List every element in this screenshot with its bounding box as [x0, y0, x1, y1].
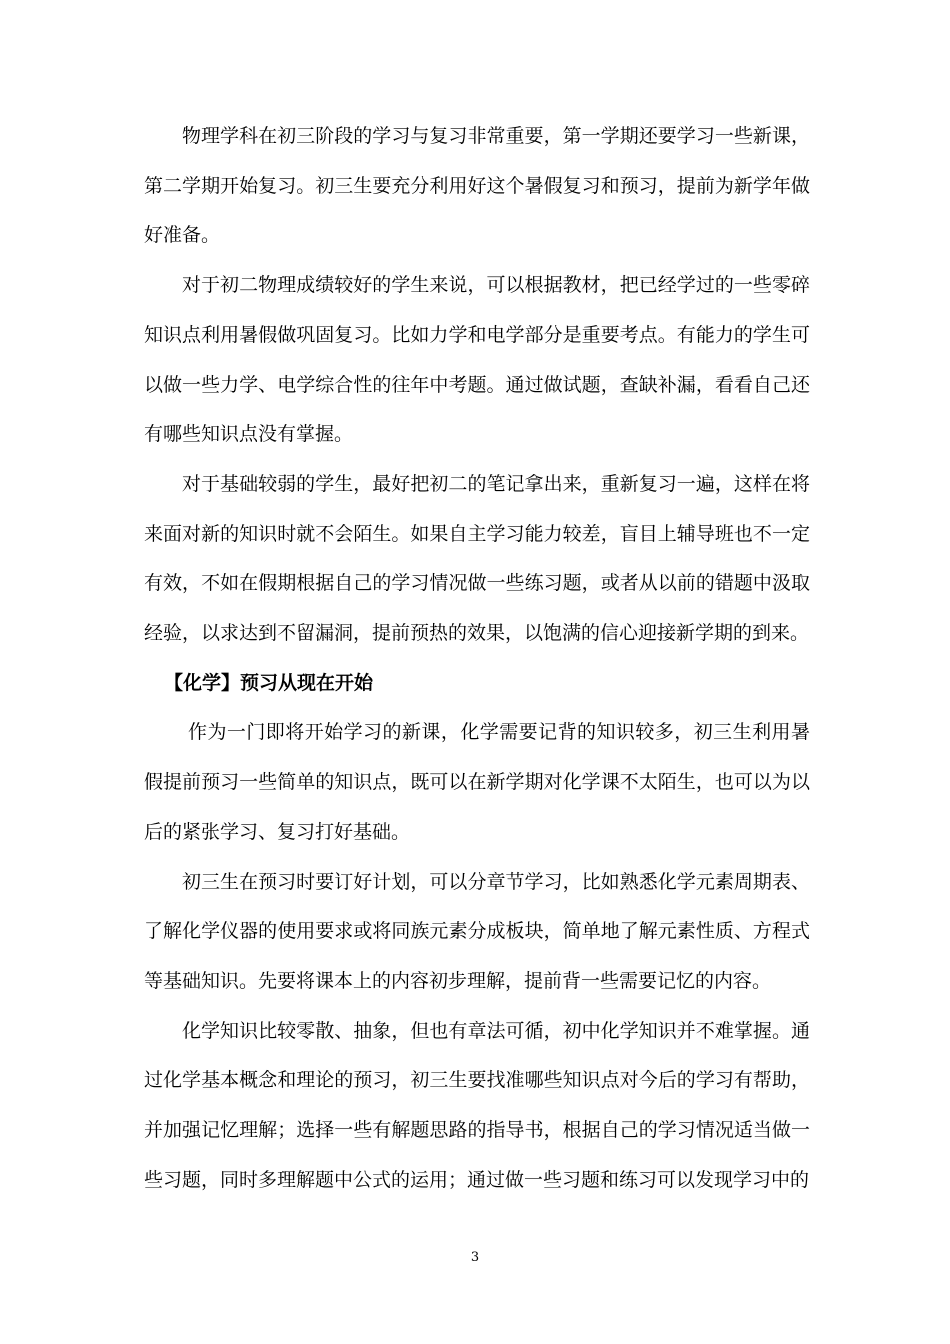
page-number: 3	[470, 1250, 480, 1265]
paragraph-physics-weak-students: 对于基础较弱的学生，最好把初二的笔记拿出来，重新复习一遍，这样在将来面对新的知识时就不会陌生。如果自主学习能力较差，盲目上辅导班也不一定有效，不如在假期根据自己的学习情况做一些练习题，或者从以前的错题中汲取经验，以求达到不留漏洞，提前预热的效果，以饱满的信心迎接新学期的到来。	[144, 472, 810, 645]
paragraph-chemistry-plan: 初三生在预习时要订好计划，可以分章节学习，比如熟悉化学元素周期表、了解化学仪器的使用要求或将同族元素分成板块，简单地了解元素性质、方程式等基础知识。先要将课本上的内容初步理解，提前背一些需要记忆的内容。	[144, 870, 810, 992]
paragraph-chemistry-methods: 化学知识比较零散、抽象，但也有章法可循，初中化学知识并不难掌握。通过化学基本概念和理论的预习，初三生要找准哪些知识点对今后的学习有帮助，并加强记忆理解；选择一些有解题思路的指导书，根据自己的学习情况适当做一些习题，同时多理解题中公式的运用；通过做一些习题和练习可以发现学习中的	[144, 1019, 810, 1191]
paragraph-physics-strong-students: 对于初二物理成绩较好的学生来说，可以根据教材，把已经学过的一些零碎知识点利用暑假做巩固复习。比如力学和电学部分是重要考点。有能力的学生可以做一些力学、电学综合性的往年中考题。通过做试题，查缺补漏，看看自己还有哪些知识点没有掌握。	[144, 274, 810, 446]
paragraph-physics-intro: 物理学科在初三阶段的学习与复习非常重要，第一学期还要学习一些新课，第二学期开始复习。初三生要充分利用好这个暑假复习和预习，提前为新学年做好准备。	[144, 125, 810, 247]
section-heading-chemistry: 【化学】预习从现在开始	[164, 671, 374, 694]
paragraph-chemistry-intro: 作为一门即将开始学习的新课，化学需要记背的知识较多，初三生利用暑假提前预习一些简单的知识点，既可以在新学期对化学课不太陌生，也可以为以后的紧张学习、复习打好基础。	[144, 721, 810, 843]
document-body	[144, 112, 810, 1205]
